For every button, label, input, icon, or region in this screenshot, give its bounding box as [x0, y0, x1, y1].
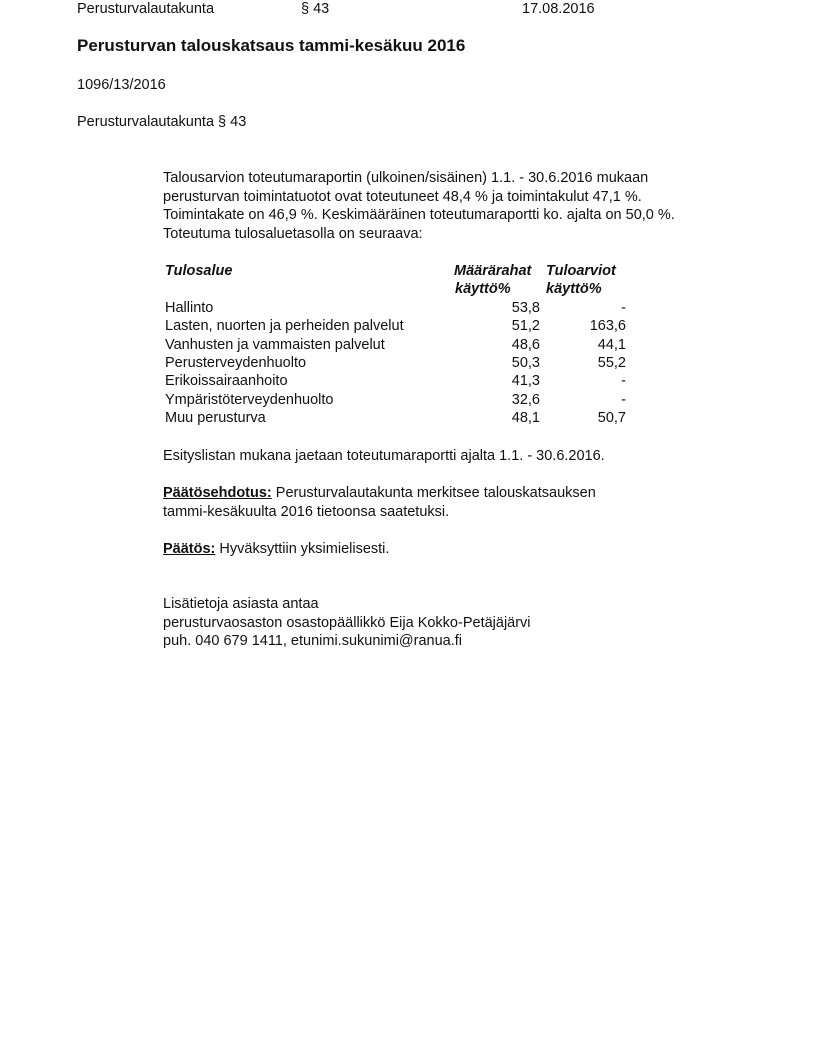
cell-area: Vanhusten ja vammaisten palvelut — [165, 336, 385, 353]
header-revenue: Tuloarviot — [546, 263, 616, 279]
intro-paragraph — [163, 169, 675, 243]
cell-revenue: - — [621, 391, 626, 408]
table-row — [165, 372, 626, 390]
table-header-row-2 — [165, 280, 626, 298]
intro-line: Talousarvion toteutumaraportin (ulkoinen/sisäinen) 1.1. - 30.6.2016 mukaan — [163, 170, 649, 186]
header-committee: Perusturvalautakunta — [77, 1, 215, 17]
cell-appropriations: 53,8 — [511, 299, 540, 316]
intro-line: Toimintakate on 46,9 %. Keskimääräinen toteutumaraportti ko. ajalta on 50,0 %. — [163, 207, 675, 223]
cell-area: Ympäristöterveydenhuolto — [165, 391, 334, 408]
decision-label: Päätös: — [163, 541, 216, 557]
decision — [163, 540, 389, 559]
cell-area: Lasten, nuorten ja perheiden palvelut — [165, 318, 404, 335]
cell-appropriations: 51,2 — [511, 318, 540, 335]
contact-line: puh. 040 679 1411, etunimi.sukunimi@ranua.fi — [163, 633, 462, 649]
table-header-row — [165, 262, 626, 280]
distribution-note: Esityslistan mukana jaetaan toteutumaraportti ajalta 1.1. - 30.6.2016. — [163, 448, 605, 464]
cell-appropriations: 48,6 — [511, 336, 540, 353]
header-date: 17.08.2016 — [522, 1, 595, 17]
cell-revenue: 44,1 — [597, 336, 626, 353]
intro-line: Toteutuma tulosaluetasolla on seuraava: — [163, 225, 423, 242]
cell-appropriations: 48,1 — [511, 410, 540, 427]
cell-revenue: 163,6 — [589, 318, 626, 335]
cell-area: Muu perusturva — [165, 410, 266, 427]
header-area: Tulosalue — [165, 263, 233, 279]
header-appropriations-unit: käyttö% — [455, 281, 511, 298]
cell-area: Erikoissairaanhoito — [165, 373, 288, 390]
table-row — [165, 391, 626, 409]
proposal-label: Päätösehdotus: — [163, 485, 272, 501]
intro-line: perusturvan toimintatuotot ovat toteutuneet 48,4 % ja toimintakulut 47,1 %. — [163, 188, 642, 205]
cell-area: Hallinto — [165, 299, 214, 316]
table-row — [165, 409, 626, 427]
proposal-text: Perusturvalautakunta merkitsee talouskatsauksen — [271, 485, 596, 501]
cell-revenue: - — [621, 299, 626, 316]
cell-appropriations: 41,3 — [511, 373, 540, 390]
cell-revenue: 55,2 — [597, 355, 626, 372]
cell-appropriations: 32,6 — [511, 391, 540, 408]
header-appropriations: Määrärahat — [454, 263, 532, 279]
table-row — [165, 354, 626, 372]
table-row — [165, 299, 626, 317]
contact-line: perusturvaosaston osastopäällikkö Eija Kokko-Petäjäjärvi — [163, 614, 531, 631]
decision-text: Hyväksyttiin yksimielisesti. — [215, 541, 390, 557]
contact-info — [163, 595, 531, 651]
header-section: § 43 — [301, 1, 330, 17]
cell-area: Perusterveydenhuolto — [165, 355, 307, 372]
cell-revenue: - — [621, 373, 626, 390]
header-revenue-unit: käyttö% — [546, 281, 602, 298]
cell-revenue: 50,7 — [597, 410, 626, 427]
table-row — [165, 317, 626, 335]
proposal — [163, 484, 596, 521]
contact-line: Lisätietoja asiasta antaa — [163, 596, 319, 612]
page-title: Perusturvan talouskatsaus tammi-kesäkuu 2016 — [77, 36, 466, 55]
proposal-text-2: tammi-kesäkuulta 2016 tietoonsa saatetuksi. — [163, 503, 450, 520]
diary-number: 1096/13/2016 — [77, 77, 166, 93]
results-table — [165, 262, 626, 428]
cell-appropriations: 50,3 — [511, 355, 540, 372]
table-row — [165, 336, 626, 354]
committee-section: Perusturvalautakunta § 43 — [77, 114, 247, 130]
